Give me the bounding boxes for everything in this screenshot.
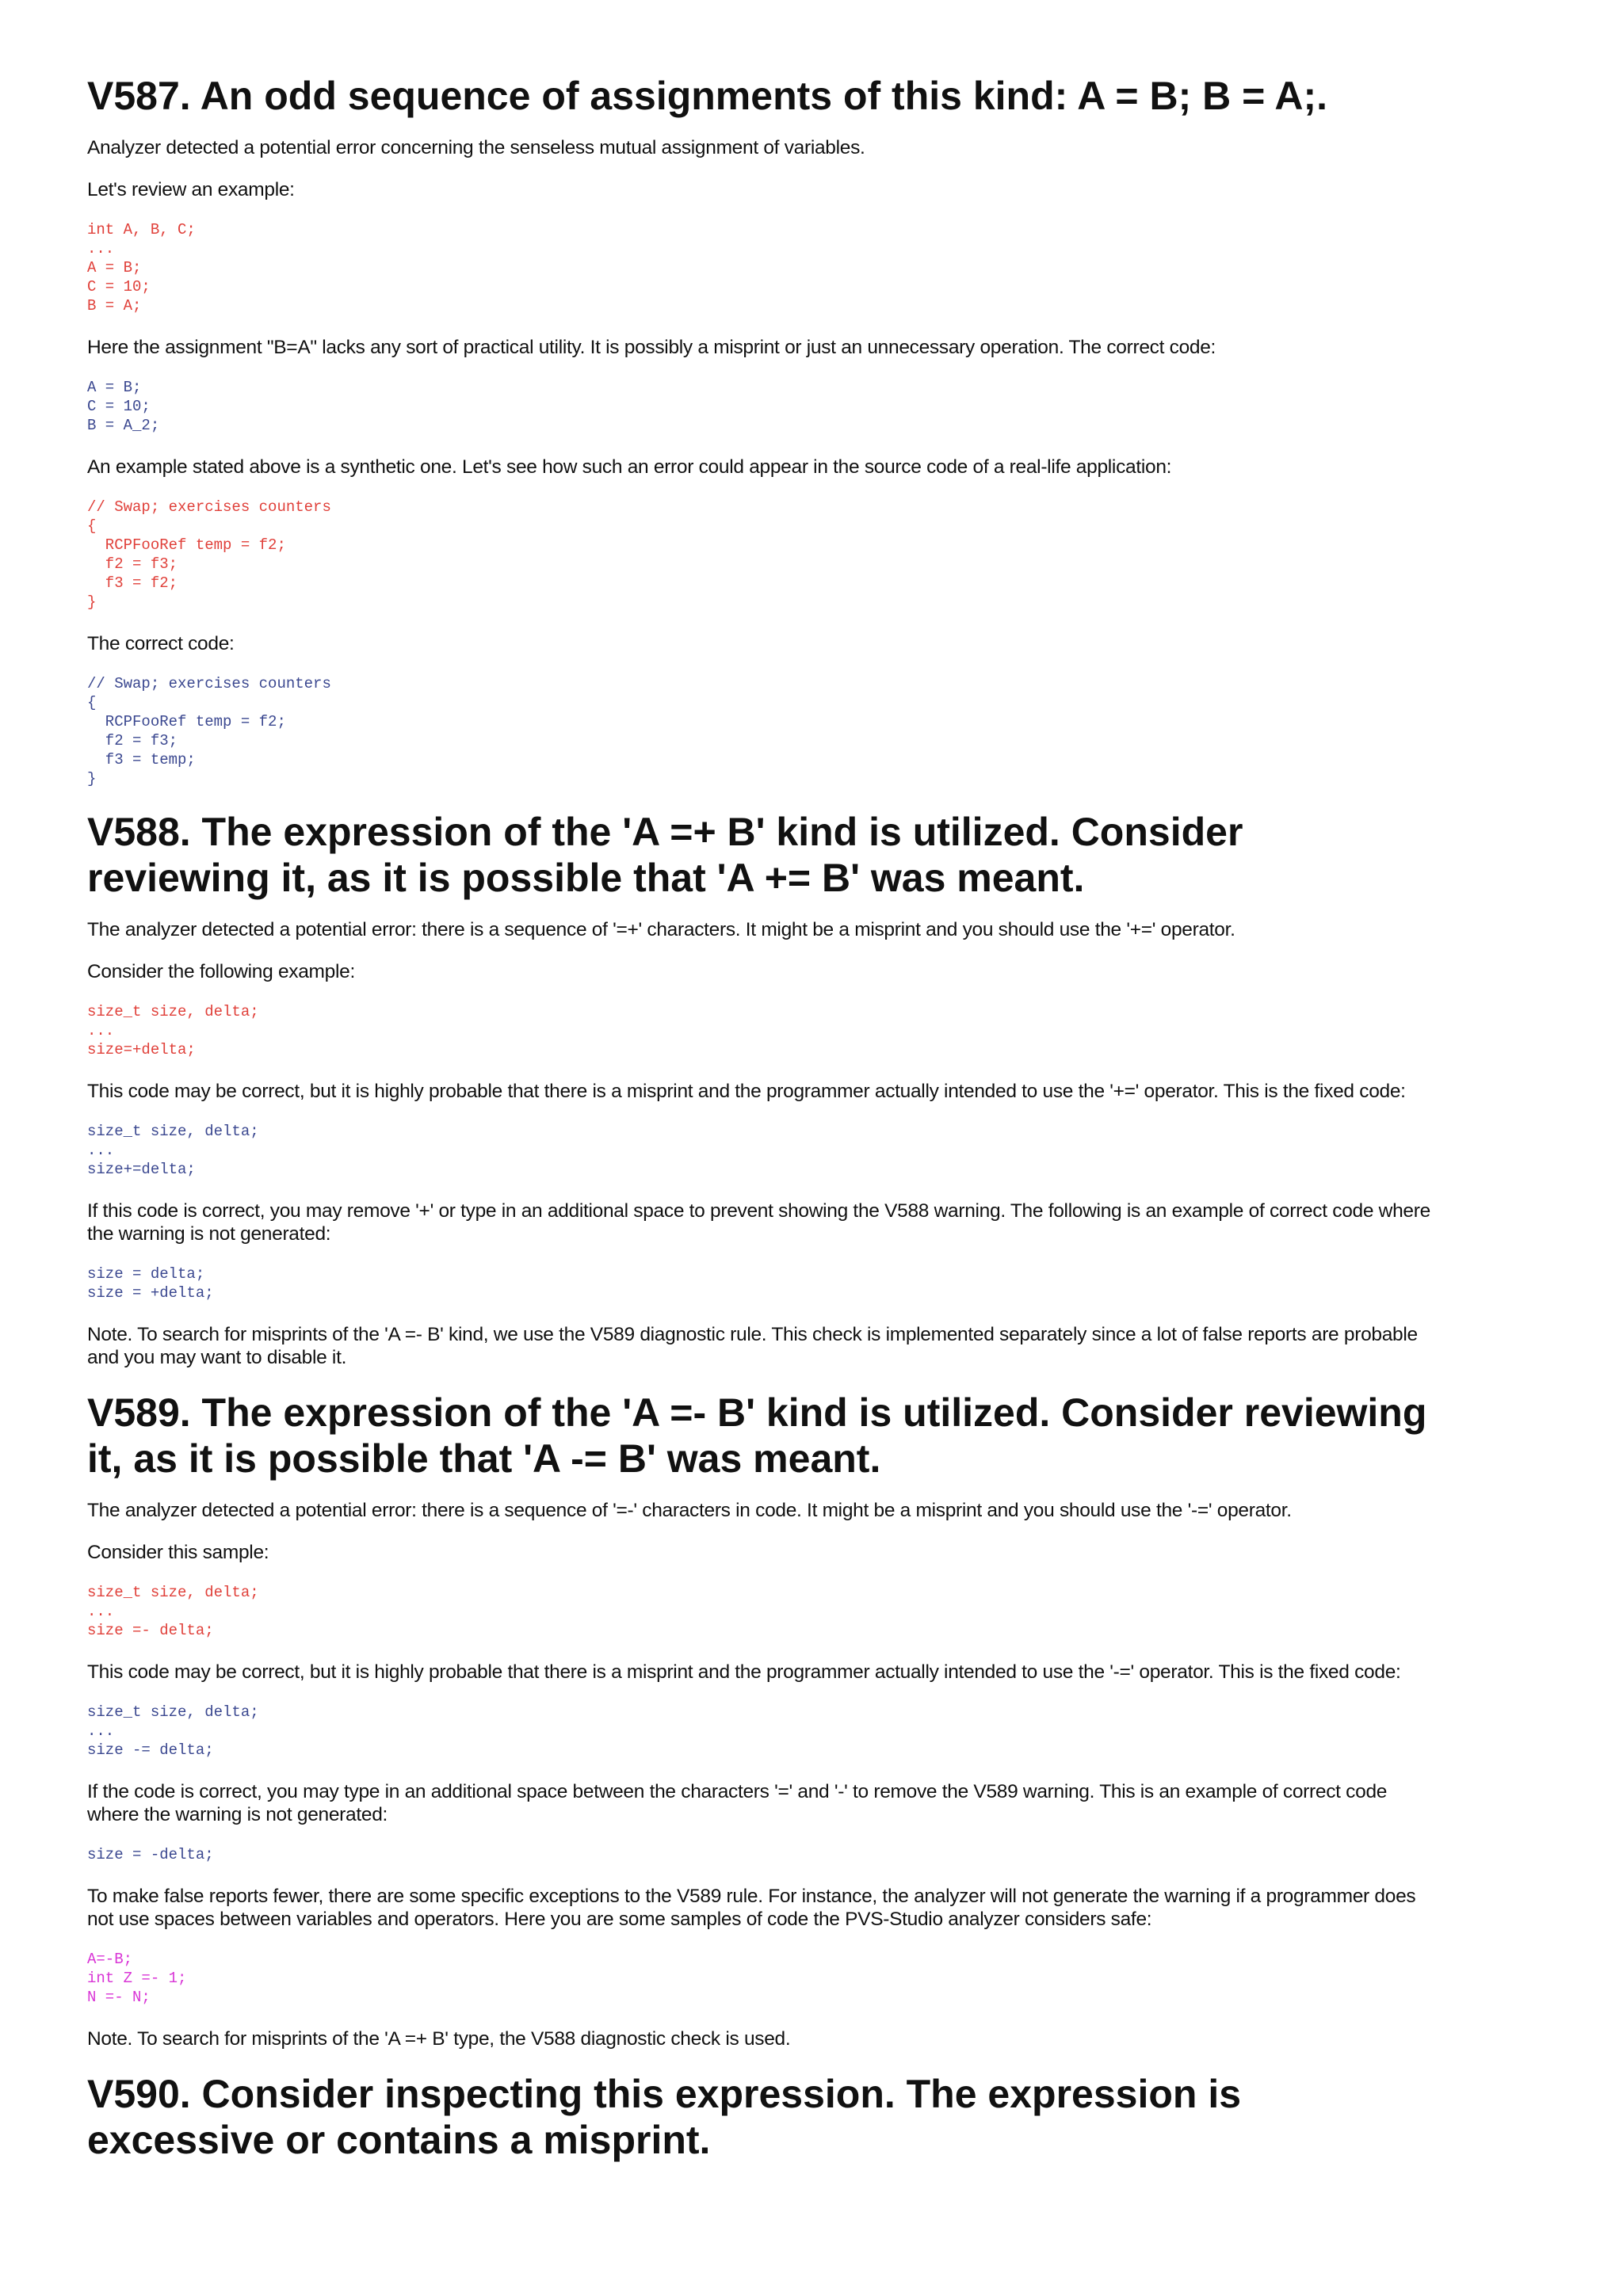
v589-code-fixed: size_t size, delta; ... size -= delta; [87,1703,259,1759]
v590-heading: V590. Consider inspecting this expression. The expression is excessive or contains a misprint. [87,2072,1242,2162]
v588-note: Note. To search for misprints of the 'A =- B' kind, we use the V589 diagnostic rule. This check is implemented separately since a lot of false reports are probable and you may want to disable it. [87,1324,1418,1368]
v587-code-real-correct: // Swap; exercises counters { RCPFooRef temp = f2; f2 = f3; f3 = temp; } [87,675,331,788]
v589-paragraph-4: If the code is correct, you may type in an additional space between the characters '=' and '-' to remove the V589 warning. This is an example of correct code where the warning is not generated: [87,1781,1388,1825]
v589-code-incorrect: size_t size, delta; ... size =- delta; [87,1584,259,1639]
v589-code-safe: A=-B; int Z =- 1; N =- N; [87,1951,187,2006]
v587-code-correct: A = B; C = 10; B = A_2; [87,379,160,434]
v587-paragraph-2: Let's review an example: [87,179,295,200]
v589-heading: V589. The expression of the 'A =- B' kind is utilized. Consider reviewing it, as it is possible that 'A -= B' was meant. [87,1390,1427,1481]
v589-paragraph-3: This code may be correct, but it is highly probable that there is a misprint and the programmer actually intended to use the '-=' operator. This is the fixed code: [87,1661,1401,1683]
section-v590 [87,2071,1434,2163]
section-v589 [87,1390,1434,2050]
v589-paragraph-5: To make false reports fewer, there are some specific exceptions to the V589 rule. For instance, the analyzer will not generate the warning if a programmer does not use spaces between variables and operators. Here you are some samples of code the PVS-Studio analyzer considers safe: [87,1886,1416,1930]
v589-note: Note. To search for misprints of the 'A =+ B' type, the V588 diagnostic check is used. [87,2028,791,2050]
v587-code-real-incorrect: // Swap; exercises counters { RCPFooRef temp = f2; f2 = f3; f3 = f2; } [87,498,331,611]
section-v588 [87,809,1434,1369]
v589-paragraph-2: Consider this sample: [87,1542,269,1563]
v587-paragraph-1: Analyzer detected a potential error concerning the senseless mutual assignment of variables. [87,137,865,158]
v588-paragraph-4: If this code is correct, you may remove '+' or type in an additional space to prevent showing the V588 warning. The following is an example of correct code where the warning is not generated: [87,1200,1430,1245]
v587-code-incorrect: int A, B, C; ... A = B; C = 10; B = A; [87,221,196,315]
v588-paragraph-1: The analyzer detected a potential error: there is a sequence of '=+' characters. It might be a misprint and you should use the '+=' operator. [87,919,1235,940]
v587-paragraph-4: An example stated above is a synthetic one. Let's see how such an error could appear in the source code of a real-life application: [87,456,1172,478]
v587-paragraph-5: The correct code: [87,633,235,654]
v589-paragraph-1: The analyzer detected a potential error: there is a sequence of '=-' characters in code. It might be a misprint and you should use the '-=' operator. [87,1500,1292,1521]
v588-paragraph-2: Consider the following example: [87,961,355,982]
v587-paragraph-3: Here the assignment "B=A" lacks any sort of practical utility. It is possibly a misprint or just an unnecessary operation. The correct code: [87,337,1216,358]
v588-paragraph-3: This code may be correct, but it is highly probable that there is a misprint and the programmer actually intended to use the '+=' operator. This is the fixed code: [87,1081,1406,1102]
v587-heading: V587. An odd sequence of assignments of this kind: A = B; B = A;. [87,74,1328,118]
v588-code-incorrect: size_t size, delta; ... size=+delta; [87,1003,259,1058]
v588-heading: V588. The expression of the 'A =+ B' kind is utilized. Consider reviewing it, as it is possible that 'A += B' was meant. [87,810,1243,900]
document-page [87,73,1434,2180]
section-v587 [87,73,1434,788]
v589-code-no-warning: size = -delta; [87,1846,214,1863]
v588-code-no-warning: size = delta; size = +delta; [87,1265,214,1302]
v588-code-fixed: size_t size, delta; ... size+=delta; [87,1123,259,1178]
